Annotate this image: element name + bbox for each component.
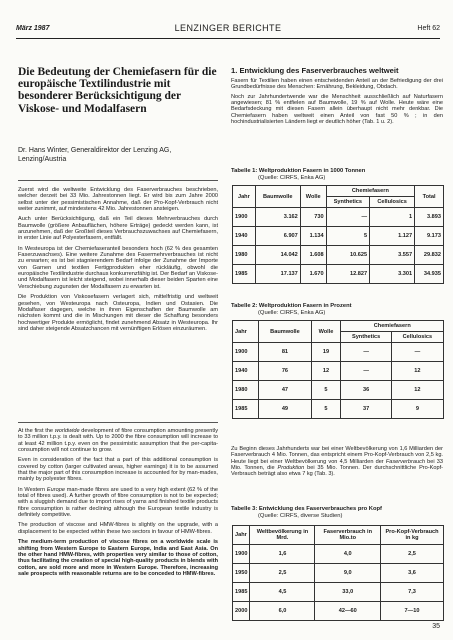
table-row: [233, 208, 444, 227]
abstract-german: [18, 187, 218, 332]
table-cell: —: [391, 343, 443, 362]
table-cell: 9: [391, 400, 443, 419]
table-cell: 49: [259, 400, 311, 419]
table-cell: 2,5: [381, 545, 444, 564]
article-author: Dr. Hans Winter, Generaldirektor der Lenzing AG, Lenzing/Austria: [18, 147, 172, 163]
table-cell: 3,6: [381, 564, 444, 583]
table-row: [233, 602, 444, 621]
table1-header-cellulosics: Cellulosics: [370, 197, 415, 208]
table-cell: 1,6: [250, 545, 315, 564]
table-cell-year: 2000: [233, 602, 250, 621]
table-cell: 36: [341, 381, 391, 400]
table2-caption: [231, 303, 443, 316]
table1-header-cotton: Baumwolle: [255, 186, 300, 208]
table2-body: [233, 343, 444, 419]
table2-header-synthetics: Synthetics: [341, 332, 391, 343]
table-cell: 4,0: [315, 545, 381, 564]
table-cell: 3.893: [415, 208, 444, 227]
table-cell: 5: [326, 227, 369, 246]
abstract-de-p2: Auch unter Berücksichtigung, daß ein Teil dieses Mehrverbrauches durch Baumwolle (größere Anbauflächen, höhere Erträge) gedeckt werden kann, ist anzunehmen, daß der Großteil dieses Verbrauchszuwachses auf Chemiefasern, in erster Linie auf Polyesterfasern, entfällt.: [18, 216, 218, 242]
table1-source: (Quelle: CIRFS, Enka AG): [258, 174, 326, 181]
table-cell: 3.557: [370, 246, 415, 265]
table-row: [233, 227, 444, 246]
table-cell-year: 1900: [233, 208, 256, 227]
table-row: [233, 583, 444, 602]
table-cell-year: 1900: [233, 545, 250, 564]
table1: [232, 185, 444, 284]
table-cell-year: 1980: [233, 381, 259, 400]
table1-title: Tabelle 1: Weltproduktion Fasern in 1000 Tonnen: [231, 168, 366, 174]
table3-header-population: Weltbevölkerung in Mrd.: [250, 526, 315, 545]
table-cell: 6,0: [250, 602, 315, 621]
table-cell: 1.670: [300, 265, 326, 284]
table2-header-cotton: Baumwolle: [259, 321, 311, 343]
table-cell: 12: [391, 362, 443, 381]
table3-caption: [231, 506, 443, 519]
abstract-de-p3: In Westeuropa ist der Chemiefaseranteil besonders hoch (62 % des gesamten Faserzuwachses). Eine weitere Zunahme des Fasermehrverbrauches ist nicht zu erwarten; es ist bei stagnierendem Bedarf infolge der Zunahme der Importe von Garnen und textilen Fertigprodukten eher rückläufig, obwohl die europäische Textilindustrie durchaus konkurrenzfähig ist. Der Bedarf an Viskose- und Modalfasern ist leicht steigend, wobei innerhalb dieser beiden Sparten eine Verschiebung zugunsten der Modalfasern zu erwarten ist.: [18, 245, 218, 290]
section-heading: 1. Entwicklung des Faserverbrauches weltweit: [231, 66, 399, 75]
table-cell: —: [341, 362, 391, 381]
abstract-de-p4: Die Produktion von Viskosefasern verlagert sich, mittelfristig und weltweit gesehen, von Westeuropa nach Osteuropa, Indien und Ostasien. Die Modalfaser dagegen, welche in ihren Eigenschaften der Baumwolle am nächsten kommt und die in Mischungen mit dieser die Schaffung besonders hochwertiger Produkte ermöglicht, findet zunehmend Absatz in Westeuropa. Ihr sind daher steigende Absatzchancen mit vernünftigen Erlösen einzuräumen.: [18, 294, 218, 332]
table-cell: —: [341, 343, 391, 362]
table-row: [233, 362, 444, 381]
table-cell-year: 1940: [233, 227, 256, 246]
table-cell-year: 1985: [233, 265, 256, 284]
table1-caption: [231, 168, 443, 181]
table-cell: 1.608: [300, 246, 326, 265]
table-cell-year: 1940: [233, 362, 259, 381]
table3: [232, 525, 444, 621]
table3-header-per-capita: Pro-Kopf-Verbrauch in kg: [381, 526, 444, 545]
section-p2: Noch zur Jahrhundertwende war die Menschheit ausschließlich auf Naturfasern angewiesen; 81 % entfielen auf Baumwolle, 19 % auf Wolle. Heute wäre eine Bedarfsdeckung mit diesen Fasern allein überhaupt nicht mehr denkbar. Die Chemiefasern haben weltweit einen Anteil von fast 50 % ; in den hochindustrialisierten Ländern liegt er deutlich höher (Tab. 1 u. 2).: [231, 93, 443, 126]
table-cell: 6.907: [255, 227, 300, 246]
table-row: [233, 545, 444, 564]
table2-header-chem: Chemiefasern: [341, 321, 444, 332]
table-cell: 1.127: [370, 227, 415, 246]
table-cell: 34.935: [415, 265, 444, 284]
table-row: [233, 564, 444, 583]
table-cell-year: 1980: [233, 246, 256, 265]
table-row: [233, 400, 444, 419]
article-title: Die Bedeutung der Chemiefasern für die europäische Textilindustrie mit besonderer Berücksichtigung der Viskose- und Modalfasern: [18, 66, 217, 115]
section-p3-wrap: [231, 446, 443, 478]
table-cell: 3.162: [255, 208, 300, 227]
table1-body: [233, 208, 444, 284]
table3-source: (Quelle: CIRFS, diverse Studien): [258, 512, 343, 519]
table-cell: —: [326, 208, 369, 227]
page-number: 35: [432, 623, 440, 630]
table1-header-total: Total: [415, 186, 444, 208]
table-cell: 29.832: [415, 246, 444, 265]
table-cell: 9,0: [315, 564, 381, 583]
table-cell: 5: [311, 400, 341, 419]
table-cell: 17.137: [255, 265, 300, 284]
table-cell: 2,5: [250, 564, 315, 583]
abstract-english: [18, 428, 218, 577]
table-cell: 81: [259, 343, 311, 362]
section-intro: [231, 78, 443, 125]
abstract-en-p1: At the first the worldwide development of fibre consumption amounting presently to 33 million t.p.y. is dealt with. Up to 2000 the fibre consumption will increase to at least 42 million t.p.y. even on the pessimistic assumption that the per-capita-consumption will not continue to grow.: [18, 428, 218, 454]
header-journal: LENZINGER BERICHTE: [174, 23, 282, 33]
table-cell-year: 1900: [233, 343, 259, 362]
table1-header-synthetics: Synthetics: [326, 197, 369, 208]
table2-title: Tabelle 2: Weltproduktion Fasern in Prozent: [231, 303, 352, 309]
abstract-en-p3: In Western Europe man-made fibres are used to a very high extent (62 % of the total of fibres used). A further growth of fibre consumption is not to be expected; with a sluggish demand due to import rises of yarns and finished textile products fibre consumption is rather declining although the European textile industry is definitely competitive.: [18, 486, 219, 519]
page-header: [16, 23, 440, 37]
abstract-en-p2: Even in consideration of the fact that a part of this additional consumption is covered by cotton (larger cultivated areas, higher earnings) it is to be assumed that the major part of this consumption increase is accounted for by man-mades, mainly by polyester fibres.: [18, 457, 218, 483]
abstract-en-p5: The medium-term production of viscose fibres on a worldwide scale is shifting from Western Europe to Eastern Europe, India and East Asia. On the other hand HMW-fibres, with properties very similar to those of cotton, thus facilitating the creation of special high-quality products in blends with cotton, are sold more and more in Western Europe. Therefore, increasing sale prospects with reasonable returns are to be conceded to HMW-fibres.: [18, 539, 218, 577]
table3-body: [233, 545, 444, 621]
table-cell: 12: [391, 381, 443, 400]
table-cell: 14.042: [255, 246, 300, 265]
table-cell: 7,3: [381, 583, 444, 602]
abstract-de-p1: Zuerst wird die weltweite Entwicklung des Faserverbrauches beschrieben, welcher derzeit bei 33 Mio. Jahrestonnen liegt. Er wird bis zum Jahre 2000 selbst unter der pessimistischen Annahme, daß der Pro-Kopf-Verbrauch nicht weiter zunimmt, auf mindestens 42 Mio. Jahrestonnen ansteigen.: [18, 187, 218, 213]
table-cell: 76: [259, 362, 311, 381]
table-cell: 730: [300, 208, 326, 227]
table-cell: 10.625: [326, 246, 369, 265]
header-issue: Heft 62: [417, 25, 440, 32]
title-rule: [18, 180, 218, 181]
table-cell: 47: [259, 381, 311, 400]
table1-header-year: Jahr: [233, 186, 256, 208]
table-cell: 9.173: [415, 227, 444, 246]
abstract-rule: [18, 422, 218, 423]
table-cell: 5: [311, 381, 341, 400]
table-cell: 7—10: [381, 602, 444, 621]
table-cell: 37: [341, 400, 391, 419]
table-cell: 1.134: [300, 227, 326, 246]
table-cell: 12: [311, 362, 341, 381]
table-cell-year: 1985: [233, 400, 259, 419]
table2-header-year: Jahr: [233, 321, 259, 343]
table1-header-wool: Wolle: [300, 186, 326, 208]
header-date: März 1987: [16, 25, 50, 32]
table-cell: 4,5: [250, 583, 315, 602]
table2-source: (Quelle: CIRFS, Enka AG): [258, 309, 326, 316]
table-row: [233, 343, 444, 362]
table-cell-year: 1985: [233, 583, 250, 602]
abstract-en-p4: The production of viscose and HMW-fibres is slightly on the upgrade, with a displacement to be expected within these two sectors in favour of HMW-fibres.: [18, 522, 218, 535]
table1-header-chem: Chemiefasern: [326, 186, 414, 197]
table-cell: 19: [311, 343, 341, 362]
table-row: [233, 246, 444, 265]
table-cell: 33,0: [315, 583, 381, 602]
header-rule: [16, 38, 440, 39]
table3-title: Tabelle 3: Entwicklung des Faserverbrauches pro Kopf: [231, 506, 382, 512]
table-cell: 42—60: [315, 602, 381, 621]
table3-header-consumption: Faserverbrauch in Mio.to: [315, 526, 381, 545]
section-p1: Fasern für Textilien haben einen entscheidenden Anteil an der Befriedigung der drei Grundbedürfnisse des Menschen: Ernährung, Bekleidung, Obdach.: [231, 78, 443, 91]
table-cell: 1: [370, 208, 415, 227]
table-row: [233, 265, 444, 284]
table-cell: 12.827: [326, 265, 369, 284]
table3-header-year: Jahr: [233, 526, 250, 545]
table2: [232, 320, 444, 419]
section-p3: Zu Beginn dieses Jahrhunderts war bei einer Weltbevölkerung von 1,6 Milliarden der Faserverbrauch 4 Mio. Tonnen, das entspricht einem Pro-Kopf-Verbrauch von 2,5 kg. Heute liegt bei einer Weltbevölkerung von 4,5 Milliarden der Faserverbrauch bei 33 Mio. Tonnen, die Produktion bei 35 Mio. Tonnen. Der durchschnittliche Pro-Kopf-Verbrauch beträgt also etwa 7 kg (Tab. 3).: [231, 446, 444, 478]
table-cell-year: 1950: [233, 564, 250, 583]
table-cell: 3.301: [370, 265, 415, 284]
table2-header-cellulosics: Cellulosics: [391, 332, 443, 343]
table2-header-wool: Wolle: [311, 321, 341, 343]
table-row: [233, 381, 444, 400]
